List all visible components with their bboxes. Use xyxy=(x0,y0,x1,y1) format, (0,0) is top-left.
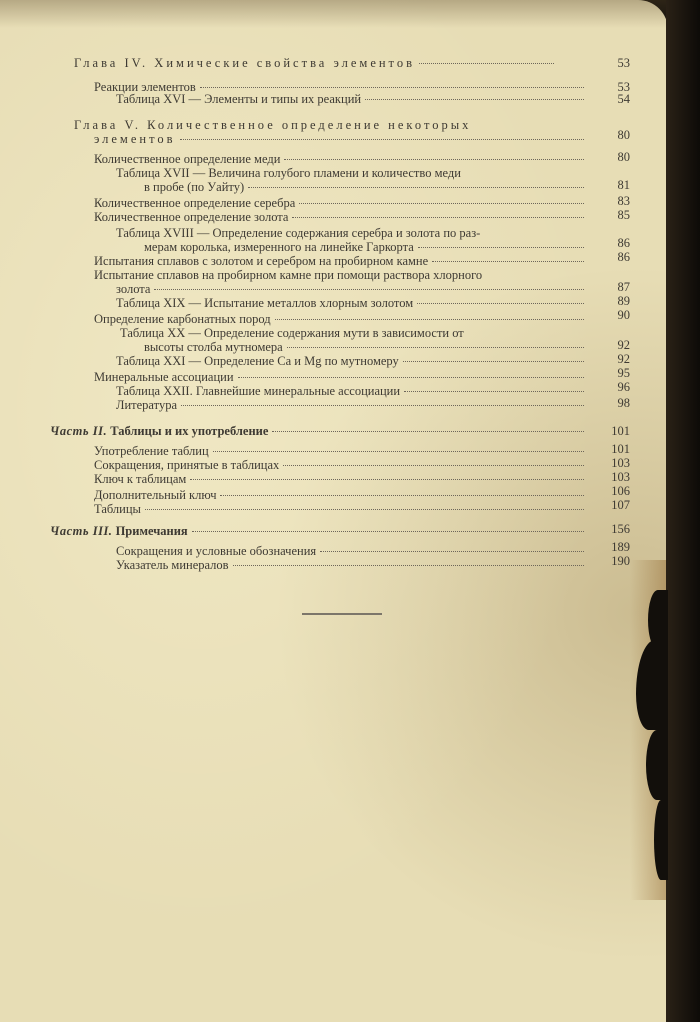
torn-hole xyxy=(646,730,668,800)
dot-leader xyxy=(154,289,584,290)
dot-leader xyxy=(180,139,584,140)
toc-page-number: 189 xyxy=(611,540,630,554)
toc-entry: Указатель минералов xyxy=(116,558,588,573)
dot-leader xyxy=(200,87,584,88)
dot-leader xyxy=(419,63,554,64)
dot-leader xyxy=(275,319,584,320)
toc-page-number: 86 xyxy=(617,236,630,250)
toc-entry: Сокращения и условные обозначения xyxy=(116,544,588,559)
toc-page-number: 98 xyxy=(617,396,630,410)
dot-leader xyxy=(145,509,584,510)
dot-leader xyxy=(213,451,584,452)
toc-entry: Испытания сплавов с золотом и серебром на пробирном камне xyxy=(94,254,588,269)
toc-entry: мерам королька, измеренного на линейке Гаркорта xyxy=(144,240,588,255)
toc-entry: Определение карбонатных пород xyxy=(94,312,588,327)
toc-entry: Минеральные ассоциации xyxy=(94,370,588,385)
toc-page-number: 87 xyxy=(617,280,630,294)
toc-page-number: 80 xyxy=(617,150,630,164)
toc-entry: Таблица XVIII — Определение содержания серебра и золота по раз- xyxy=(116,226,481,240)
toc-page-number: 107 xyxy=(611,498,630,512)
toc-entry: Таблица XX — Определение содержания мути в зависимости от xyxy=(120,326,464,340)
toc-page-number: 90 xyxy=(617,308,630,322)
dot-leader xyxy=(299,203,584,204)
toc-page-number: 106 xyxy=(611,484,630,498)
toc-page-number: 85 xyxy=(617,208,630,222)
dot-leader xyxy=(287,347,584,348)
toc-page-number: 86 xyxy=(617,250,630,264)
toc-chapter-heading: Глава V. Количественное определение некоторых xyxy=(74,118,472,132)
toc-entry: Дополнительный ключ xyxy=(94,488,588,503)
toc-entry: Таблица XXI — Определение Ca и Mg по мутномеру xyxy=(116,354,588,369)
toc-entry: Таблица XVII — Величина голубого пламени и количество меди xyxy=(116,166,461,180)
toc-page-number: 80 xyxy=(617,128,630,142)
toc-entry: золота xyxy=(116,282,588,297)
toc-entry: Количественное определение серебра xyxy=(94,196,588,211)
toc-entry: Литература xyxy=(116,398,588,413)
toc-page-number: 53 xyxy=(617,56,630,70)
dot-leader xyxy=(320,551,584,552)
dot-leader xyxy=(181,405,584,406)
dot-leader xyxy=(432,261,584,262)
toc-page-number: 95 xyxy=(617,366,630,380)
toc-page-number: 53 xyxy=(617,80,630,94)
toc-entry: Ключ к таблицам xyxy=(94,472,588,487)
dot-leader xyxy=(418,247,584,248)
dot-leader xyxy=(238,377,584,378)
toc-page-number: 89 xyxy=(617,294,630,308)
toc-page-number: 101 xyxy=(611,424,630,438)
toc-page-number: 54 xyxy=(617,92,630,106)
toc-page-number: 96 xyxy=(617,380,630,394)
torn-hole xyxy=(654,800,668,880)
toc-entry: Количественное определение золота xyxy=(94,210,588,225)
dot-leader xyxy=(403,361,584,362)
toc-entry: Употребление таблиц xyxy=(94,444,588,459)
dot-leader xyxy=(220,495,584,496)
toc-part-heading xyxy=(50,524,588,539)
toc-entry: Реакции элементов xyxy=(94,80,588,95)
dot-leader xyxy=(292,217,584,218)
end-rule xyxy=(302,613,382,615)
toc-page-number: 156 xyxy=(611,522,630,536)
toc-chapter-heading: Глава IV. Химические свойства элементов xyxy=(74,56,558,71)
toc-entry: высоты столба мутномера xyxy=(144,340,588,355)
dot-leader xyxy=(284,159,584,160)
page-shadow xyxy=(0,0,668,28)
binding-edge xyxy=(666,0,700,1022)
toc-page-number: 92 xyxy=(617,338,630,352)
dot-leader xyxy=(192,531,584,532)
dot-leader xyxy=(190,479,584,480)
toc-entry: Таблицы xyxy=(94,502,588,517)
toc-entry: Таблица XXII. Главнейшие минеральные ассоциации xyxy=(116,384,588,399)
toc-entry: Таблица XVI — Элементы и типы их реакций xyxy=(116,92,588,107)
toc-entry: Количественное определение меди xyxy=(94,152,588,167)
dot-leader xyxy=(272,431,584,432)
toc-entry: Испытание сплавов на пробирном камне при помощи раствора хлорного xyxy=(94,268,483,282)
toc-chapter-heading: элементов xyxy=(94,132,588,147)
toc-page-number: 83 xyxy=(617,194,630,208)
toc-entry: Сокращения, принятые в таблицах xyxy=(94,458,588,473)
toc-page-number: 101 xyxy=(611,442,630,456)
dot-leader xyxy=(365,99,584,100)
toc-part-heading xyxy=(50,424,588,439)
part-number: Часть III. xyxy=(50,524,113,538)
toc-entry: Таблица XIX — Испытание металлов хлорным золотом xyxy=(116,296,588,311)
part-number: Часть II. xyxy=(50,424,108,438)
toc-entry: в пробе (по Уайту) xyxy=(144,180,588,195)
part-title: Таблицы и их употребление xyxy=(110,424,269,438)
toc-page-number: 190 xyxy=(611,554,630,568)
dot-leader xyxy=(248,187,584,188)
dot-leader xyxy=(404,391,584,392)
toc-page-number: 92 xyxy=(617,352,630,366)
part-title: Примечания xyxy=(115,524,188,538)
dot-leader xyxy=(283,465,584,466)
toc-page-number: 103 xyxy=(611,470,630,484)
dot-leader xyxy=(233,565,584,566)
toc-page-number: 81 xyxy=(617,178,630,192)
dot-leader xyxy=(417,303,584,304)
toc-page-number: 103 xyxy=(611,456,630,470)
